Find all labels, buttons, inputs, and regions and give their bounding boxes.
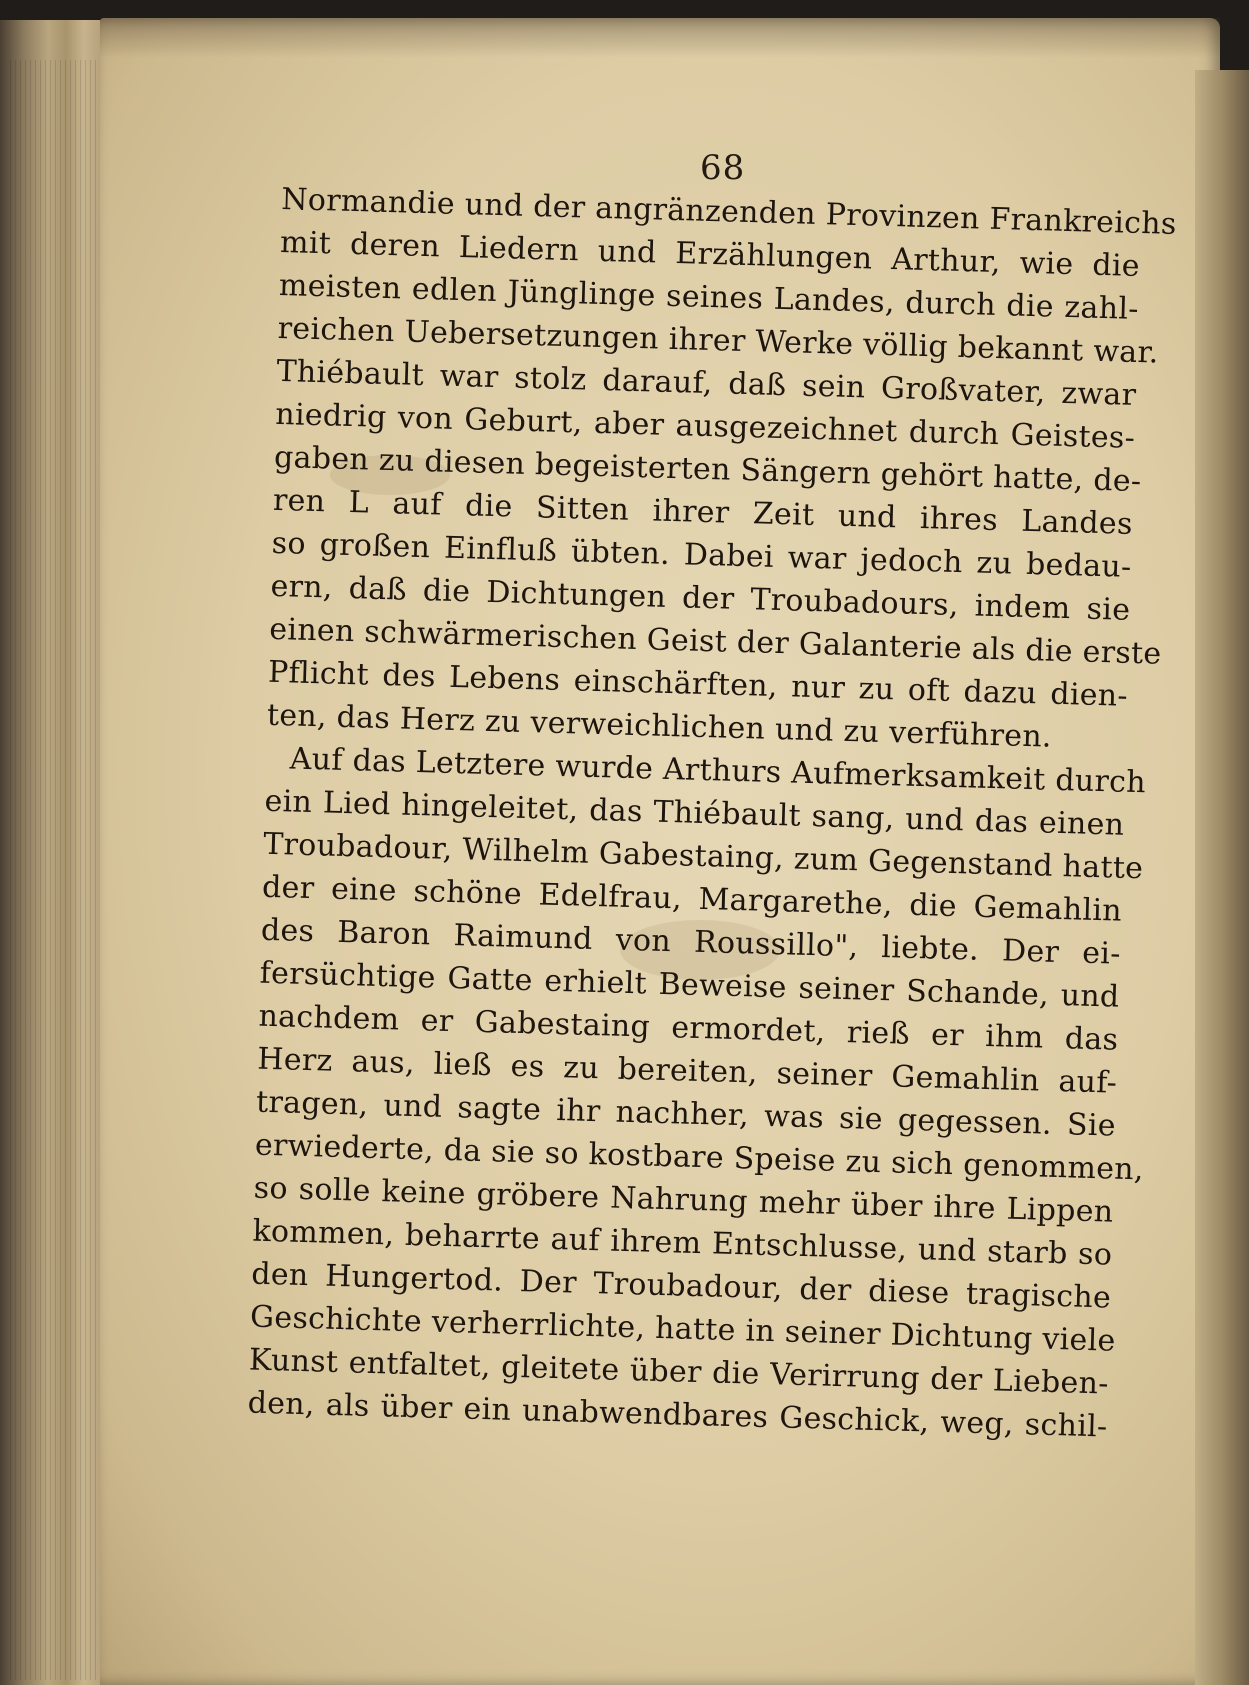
text-line: ren L auf die Sitten ihrer Zeit und ihres Landes (272, 482, 1134, 542)
text-line: niedrig von Geburt, aber ausgezeichnet durch Geistes- (274, 396, 1136, 456)
text-line: fersüchtige Gatte erhielt Beweise seiner Schande, und (259, 955, 1120, 1015)
text-line: so großen Einfluß übten. Dabei war jedoch zu bedau- (271, 525, 1132, 585)
text-line: meisten edlen Jünglinge seines Landes, durch die zahl- (278, 267, 1140, 327)
text-line: gaben zu diesen begeisterten Sängern gehört hatte, de- (273, 439, 1142, 500)
text-line: erwiederte, da sie so kostbare Speise zu sich genommen, (254, 1127, 1145, 1188)
text-line: Pflicht des Lebens einschärften, nur zu oft dazu dien- (267, 654, 1129, 714)
page-stack-lines (10, 60, 105, 1680)
text-line: nachdem er Gabestaing ermordet, rieß er ihm das (258, 998, 1119, 1058)
text-line: mit deren Liedern und Erzählungen Arthur, wie die (279, 224, 1141, 284)
page-right-edge (1195, 70, 1249, 1685)
text-line: des Baron Raimund von Roussillo", liebte. Der ei- (260, 912, 1122, 972)
page-text (247, 178, 1178, 1449)
text-line: Kunst entfaltet, gleitete über die Verirrung der Lieben- (248, 1342, 1110, 1402)
page-number: 68 (700, 148, 746, 188)
text-line: kommen, beharrte auf ihrem Entschlusse, und starb so (252, 1213, 1113, 1273)
page-top-shadow (100, 18, 1220, 58)
text-line: der eine schöne Edelfrau, Margarethe, die Gemahlin (261, 869, 1123, 929)
text-line: den, als über ein unabwendbares Geschick, weg, schil- (247, 1385, 1108, 1445)
text-line: den Hungertod. Der Troubadour, der diese tragische (250, 1256, 1112, 1316)
text-line: Herz aus, ließ es zu bereiten, seiner Gemahlin auf- (256, 1041, 1118, 1101)
text-line: ten, das Herz zu verweichlichen und zu verführen. (266, 697, 1053, 755)
text-line: ern, daß die Dichtungen der Troubadours, indem sie (270, 568, 1131, 628)
text-line: ein Lied hingeleitet, das Thiébault sang, und das einen (264, 783, 1125, 843)
text-line: Geschichte verherrlichte, hatte in seiner Dichtung viele (249, 1299, 1117, 1359)
text-line: reichen Uebersetzungen ihrer Werke völlig bekannt war. (277, 310, 1160, 371)
text-line: Normandie und der angränzenden Provinzen Frankreichs (280, 181, 1178, 242)
text-line: einen schwärmerischen Geist der Galanterie als die erste (268, 611, 1162, 672)
paragraph-start-line: Auf das Letztere wurde Arthurs Aufmerksamkeit durch (289, 741, 1147, 801)
text-line: Thiébault war stolz darauf, daß sein Großvater, zwar (276, 353, 1137, 413)
text-line: tragen, und sagte ihr nachher, was sie gegessen. Sie (255, 1084, 1117, 1144)
text-line: so solle keine gröbere Nahrung mehr über ihre Lippen (253, 1170, 1114, 1230)
text-line: Troubadour, Wilhelm Gabestaing, zum Gegenstand hatte (262, 826, 1144, 887)
